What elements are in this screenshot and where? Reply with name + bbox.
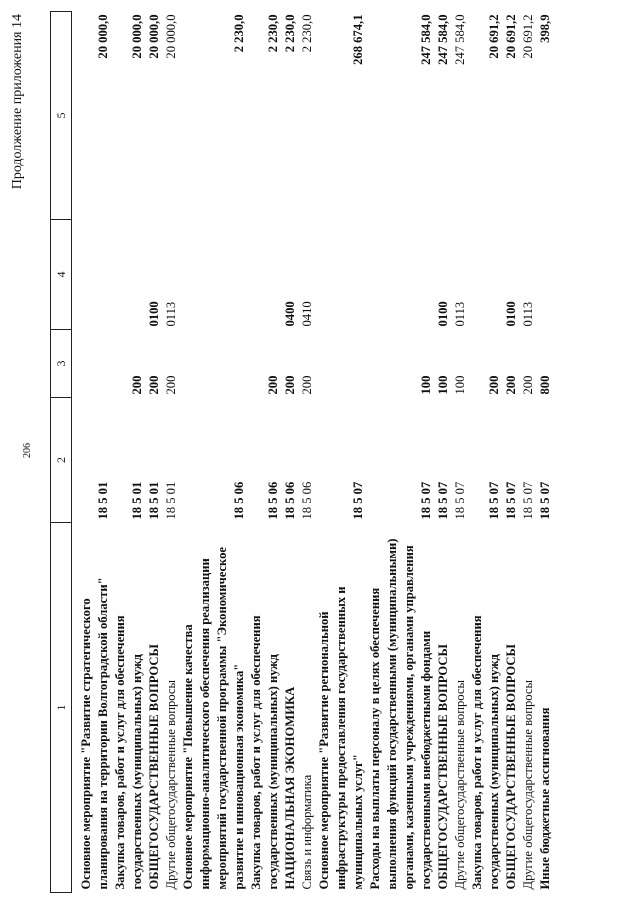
row-code: 18 5 07	[521, 481, 536, 520]
row-section	[112, 220, 146, 330]
row-expense-type: 200	[283, 375, 298, 395]
row-section	[316, 220, 367, 330]
row-section	[367, 220, 435, 330]
table-row	[435, 12, 452, 893]
table-row	[180, 12, 248, 893]
row-code: 18 5 07	[436, 481, 451, 520]
row-name: Основное мероприятие "Повышение качества информационно-аналитического обеспечения реализации мероприятий государственной программы "Экономическое развитие и инновационная экономика"	[181, 546, 247, 890]
table-body	[72, 12, 555, 893]
row-sum: 247 584,0	[419, 14, 434, 65]
row-name: Закупка товаров, работ и услуг для обеспечения государственных (муниципальных) нужд	[113, 615, 145, 890]
row-section	[72, 220, 113, 330]
table-row	[503, 12, 520, 893]
table-row	[146, 12, 163, 893]
row-section	[537, 220, 554, 330]
row-section	[248, 220, 282, 330]
table-row	[163, 12, 180, 893]
row-expense-type: 200	[521, 375, 536, 395]
table-row	[112, 12, 146, 893]
row-name: НАЦИОНАЛЬНАЯ ЭКОНОМИКА	[283, 686, 298, 890]
table-row	[299, 12, 316, 893]
row-code: 18 5 07	[487, 481, 502, 520]
row-code: 18 5 07	[351, 481, 366, 520]
header-cell-type: 3	[51, 330, 72, 398]
row-section: 0100	[147, 301, 162, 327]
row-sum: 2 230,0	[266, 14, 281, 53]
row-code: 18 5 06	[266, 481, 281, 520]
row-sum: 20 691,2	[521, 14, 536, 59]
row-code: 18 5 07	[419, 481, 434, 520]
table-row	[537, 12, 554, 893]
row-code: 18 5 01	[147, 481, 162, 520]
row-sum: 2 230,0	[232, 14, 247, 53]
row-section: 0113	[164, 301, 179, 327]
row-name: Основное мероприятие "Развитие стратегического планирования на территории Волгоградской области"	[79, 577, 111, 890]
continuation-label: Продолжение приложения 14	[10, 14, 25, 190]
table-header-row	[51, 12, 72, 893]
page-number: 206	[22, 443, 33, 458]
row-name: Другие общегосударственные вопросы	[453, 680, 468, 890]
table-row	[367, 12, 435, 893]
row-sum: 247 584,0	[436, 14, 451, 65]
table-row	[469, 12, 503, 893]
row-name: Связь и информатика	[300, 774, 315, 890]
row-section: 0410	[300, 301, 315, 327]
row-section: 0400	[283, 301, 298, 327]
row-sum: 398,9	[538, 14, 553, 43]
row-expense-type	[180, 330, 248, 398]
row-section: 0113	[453, 301, 468, 327]
row-sum: 268 674,1	[351, 14, 366, 65]
row-expense-type: 200	[504, 375, 519, 395]
header-cell-code: 2	[51, 398, 72, 523]
row-name: Другие общегосударственные вопросы	[164, 680, 179, 890]
table-row	[452, 12, 469, 893]
row-expense-type: 800	[538, 375, 553, 395]
row-sum: 247 584,0	[453, 14, 468, 65]
row-code: 18 5 07	[504, 481, 519, 520]
row-expense-type: 100	[453, 375, 468, 395]
row-name: Основное мероприятие "Развитие региональной инфраструктуры предоставления государственных и муниципальных услуг"	[317, 586, 366, 890]
row-sum: 20 000,0	[130, 14, 145, 59]
budget-table	[50, 11, 554, 893]
row-section	[469, 220, 503, 330]
row-sum: 20 691,2	[487, 14, 502, 59]
row-expense-type: 200	[266, 375, 281, 395]
row-sum: 2 230,0	[283, 14, 298, 53]
row-name: Другие общегосударственные вопросы	[521, 680, 536, 890]
row-name: ОБЩЕГОСУДАРСТВЕННЫЕ ВОПРОСЫ	[504, 644, 519, 890]
row-section	[180, 220, 248, 330]
row-expense-type: 200	[147, 375, 162, 395]
header-cell-section: 4	[51, 220, 72, 330]
table-row	[520, 12, 537, 893]
row-sum: 2 230,0	[300, 14, 315, 53]
row-sum: 20 000,0	[96, 14, 111, 59]
header-cell-sum: 5	[51, 12, 72, 220]
row-code: 18 5 06	[283, 481, 298, 520]
row-section: 0113	[521, 301, 536, 327]
row-code: 18 5 07	[453, 481, 468, 520]
table-row	[72, 12, 113, 893]
row-code: 18 5 01	[96, 481, 111, 520]
row-name: Иные бюджетные ассигнования	[538, 707, 553, 890]
row-name: ОБЩЕГОСУДАРСТВЕННЫЕ ВОПРОСЫ	[436, 644, 451, 890]
table-row	[248, 12, 282, 893]
row-sum: 20 691,2	[504, 14, 519, 59]
row-name: Расходы на выплаты персоналу в целях обеспечения выполнения функций государственными (муниципальными) органами, казенными учреждениями, органами управления государственными внебюджетными фондами	[368, 538, 434, 890]
row-name: ОБЩЕГОСУДАРСТВЕННЫЕ ВОПРОСЫ	[147, 644, 162, 890]
table-row	[282, 12, 299, 893]
row-expense-type: 100	[419, 375, 434, 395]
row-code: 18 5 07	[538, 481, 553, 520]
row-expense-type: 200	[300, 375, 315, 395]
row-code: 18 5 06	[232, 481, 247, 520]
row-code: 18 5 01	[164, 481, 179, 520]
row-section: 0100	[436, 301, 451, 327]
row-code: 18 5 01	[130, 481, 145, 520]
row-expense-type: 200	[130, 375, 145, 395]
row-expense-type	[316, 330, 367, 398]
row-section: 0100	[504, 301, 519, 327]
row-expense-type	[72, 330, 113, 398]
header-cell-name: 1	[51, 523, 72, 893]
row-code: 18 5 06	[300, 481, 315, 520]
row-sum: 20 000,0	[164, 14, 179, 59]
row-expense-type: 200	[487, 375, 502, 395]
table-row	[316, 12, 367, 893]
row-name: Закупка товаров, работ и услуг для обеспечения государственных (муниципальных) нужд	[249, 615, 281, 890]
row-expense-type: 100	[436, 375, 451, 395]
row-expense-type: 200	[164, 375, 179, 395]
row-sum: 20 000,0	[147, 14, 162, 59]
row-name: Закупка товаров, работ и услуг для обеспечения государственных (муниципальных) нужд	[470, 615, 502, 890]
